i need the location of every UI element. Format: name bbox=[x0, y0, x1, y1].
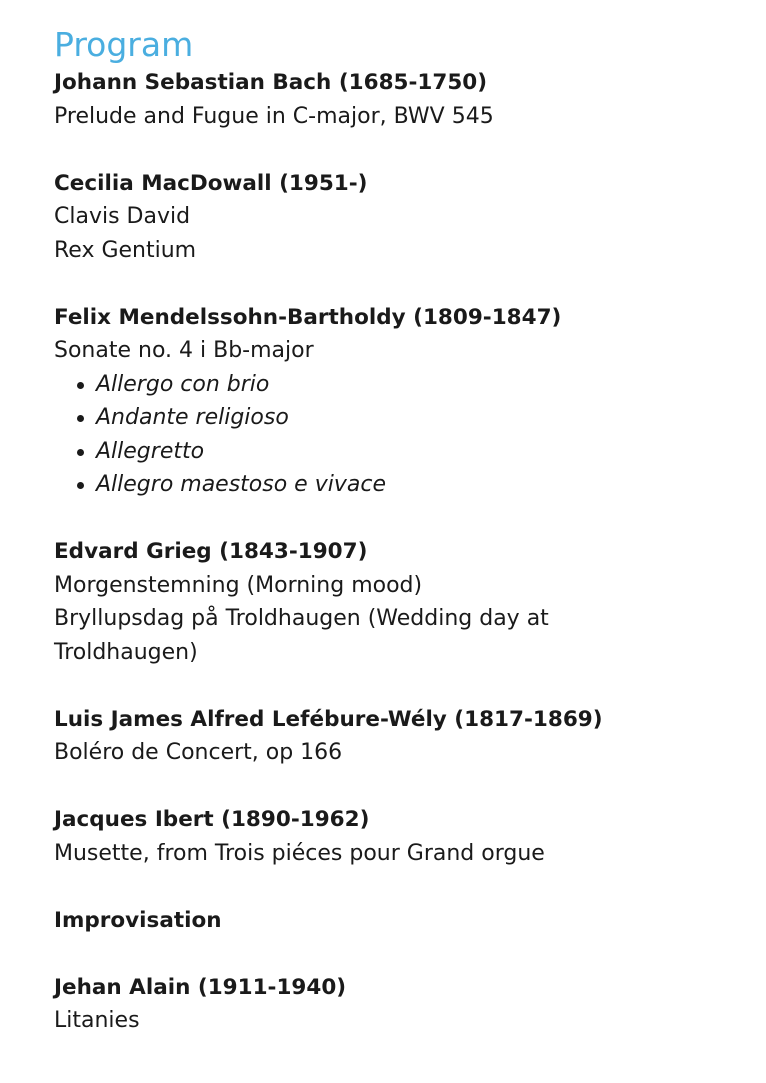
work-title: Bryllupsdag på Troldhaugen (Wedding day at Troldhaugen) bbox=[54, 606, 549, 665]
bullet-icon bbox=[77, 482, 84, 489]
program-document bbox=[54, 24, 744, 1071]
program-section-mendelssohn bbox=[54, 301, 744, 502]
work-title: Litanies bbox=[54, 1008, 140, 1033]
work-title: Clavis David bbox=[54, 204, 191, 229]
movement-item bbox=[54, 468, 744, 502]
program-section-grieg bbox=[54, 535, 744, 669]
work-title: Prelude and Fugue in C-major, BWV 545 bbox=[54, 103, 494, 129]
movement-title: Andante religioso bbox=[96, 405, 289, 430]
movement-item bbox=[54, 435, 744, 469]
work-title: Rex Gentium bbox=[54, 237, 197, 263]
movement-title: Allegro maestoso e vivace bbox=[96, 472, 386, 497]
composer-name: Jacques Ibert (1890-1962) bbox=[54, 807, 370, 832]
bullet-icon bbox=[77, 415, 84, 422]
program-section-alain bbox=[54, 971, 744, 1038]
work-title: Sonate no. 4 i Bb-major bbox=[54, 338, 314, 363]
movement-title: Allegretto bbox=[96, 438, 205, 464]
program-section-ibert bbox=[54, 803, 744, 870]
movement-item bbox=[54, 401, 744, 435]
composer-name: Jehan Alain (1911-1940) bbox=[54, 974, 347, 1000]
movement-title: Allergo con brio bbox=[96, 371, 270, 397]
work-title: Morgenstemning (Morning mood) bbox=[54, 572, 423, 598]
composer-name: Luis James Alfred Lefébure-Wély (1817-1869) bbox=[54, 706, 603, 732]
work-title: Musette, from Trois piéces pour Grand orgue bbox=[54, 840, 545, 866]
bullet-icon bbox=[77, 382, 84, 389]
program-section-bach bbox=[54, 66, 744, 133]
movement-list bbox=[54, 368, 744, 502]
composer-name: Felix Mendelssohn-Bartholdy (1809-1847) bbox=[54, 304, 562, 330]
composer-name: Johann Sebastian Bach (1685-1750) bbox=[54, 70, 488, 95]
page-title: Program bbox=[54, 25, 194, 64]
movement-item bbox=[54, 368, 744, 402]
bullet-icon bbox=[77, 449, 84, 456]
program-section-lefebure-wely bbox=[54, 703, 744, 770]
composer-name: Edvard Grieg (1843-1907) bbox=[54, 539, 368, 564]
program-section-macdowall bbox=[54, 167, 744, 268]
composer-name: Improvisation bbox=[54, 907, 222, 933]
program-section-improvisation bbox=[54, 904, 744, 938]
composer-name: Cecilia MacDowall (1951-) bbox=[54, 170, 368, 196]
work-title: Boléro de Concert, op 166 bbox=[54, 740, 343, 765]
